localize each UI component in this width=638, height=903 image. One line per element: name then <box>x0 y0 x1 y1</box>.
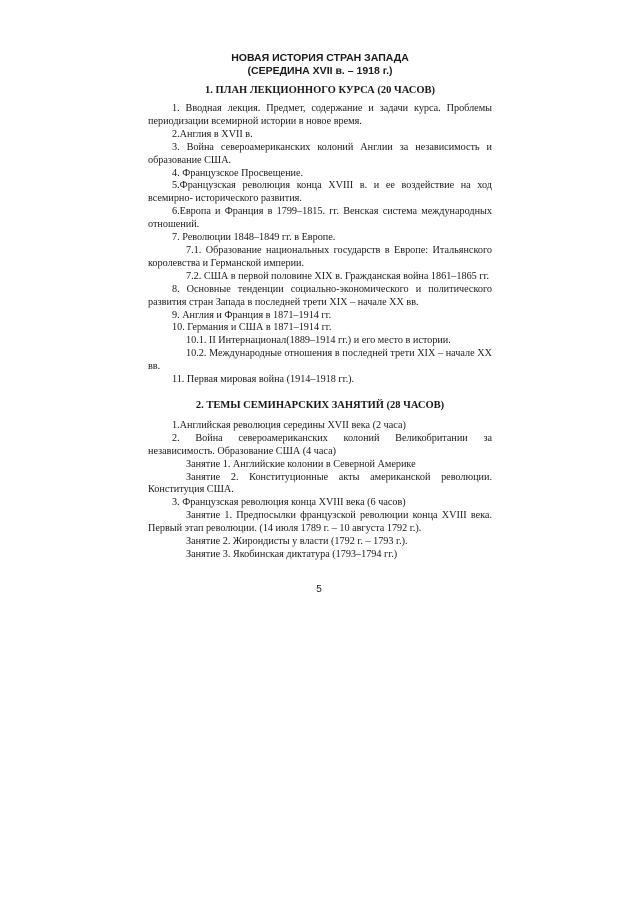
lecture-item: 11. Первая мировая война (1914–1918 гг.). <box>172 374 355 386</box>
lecture-subitem: 10.2. Международные отношения в последней трети XIX – начале XX вв. <box>148 348 492 373</box>
lecture-item: 9. Англия и Франция в 1871–1914 гг. <box>172 309 332 321</box>
lecture-subitem: 10.1. II Интернационал(1889–1914 гг.) и его место в истории. <box>186 335 451 347</box>
seminar-topics-heading: 2. ТЕМЫ СЕМИНАРСКИХ ЗАНЯТИЙ (28 ЧАСОВ) <box>195 399 445 411</box>
page-number: 5 <box>316 584 322 595</box>
seminar-subitem: Занятие 2. Конституционные акты американской революции. Конституция США. <box>148 471 492 496</box>
title-line-1: НОВАЯ ИСТОРИЯ СТРАН ЗАПАДА <box>231 52 409 64</box>
title-line-2: (СЕРЕДИНА XVII в. – 1918 г.) <box>247 65 393 77</box>
seminar-subitem: Занятие 1. Предпосылки французской революции конца XVIII века. Первый этап революции. (14 июля 1789 г. – 10 августа 1792 г.). <box>148 510 492 535</box>
seminar-item: 1.Английская революция середины XVII века (2 часа) <box>172 419 406 431</box>
lecture-item: 4. Французское Просвещение. <box>172 167 304 179</box>
lecture-item: 10. Германия и США в 1871–1914 гг. <box>172 322 332 334</box>
lecture-plan-heading: 1. ПЛАН ЛЕКЦИОННОГО КУРСА (20 ЧАСОВ) <box>204 85 436 96</box>
lecture-item: 5.Французская революция конца XVIII в. и ее воздействие на ход всемирно- исторического развития. <box>148 180 492 205</box>
lecture-item: 6.Европа и Франция в 1799–1815. гг. Венская система международных отношений. <box>148 206 492 231</box>
lecture-subitem: 7.2. США в первой половине XIX в. Гражданская война 1861–1865 гг. <box>186 270 490 282</box>
seminar-subitem: Занятие 1. Английские колонии в Северной Америке <box>186 458 416 470</box>
seminar-subitem: Занятие 3. Якобинская диктатура (1793–1794 гг.) <box>186 549 398 560</box>
seminar-topics-list <box>148 420 492 562</box>
seminar-item: 2. Война североамериканских колоний Великобритании за независимость. Образование США (4 часа) <box>148 432 492 457</box>
lecture-item: 1. Вводная лекция. Предмет, содержание и задачи курса. Проблемы периодизации всемирной истории в новое время. <box>148 103 492 127</box>
lecture-plan-list <box>148 103 492 387</box>
lecture-subitem: 7.1. Образование национальных государств в Европе: Итальянского королевства и Германской империи. <box>148 244 492 269</box>
lecture-item: 7. Революции 1848–1849 гг. в Европе. <box>172 232 336 244</box>
document-title <box>148 52 492 78</box>
lecture-item: 8. Основные тенденции социально-экономического и политического развития стран Запада в последней трети XIX – начале XX вв. <box>148 283 492 308</box>
document-page <box>148 52 492 562</box>
lecture-item: 2.Англия в XVII в. <box>172 128 253 140</box>
lecture-item: 3. Война североамериканских колоний Англии за независимость и образование США. <box>148 141 492 166</box>
seminar-subitem: Занятие 2. Жирондисты у власти (1792 г. – 1793 г.). <box>186 536 408 548</box>
seminar-item: 3. Французская революция конца XVIII века (6 часов) <box>172 497 406 509</box>
